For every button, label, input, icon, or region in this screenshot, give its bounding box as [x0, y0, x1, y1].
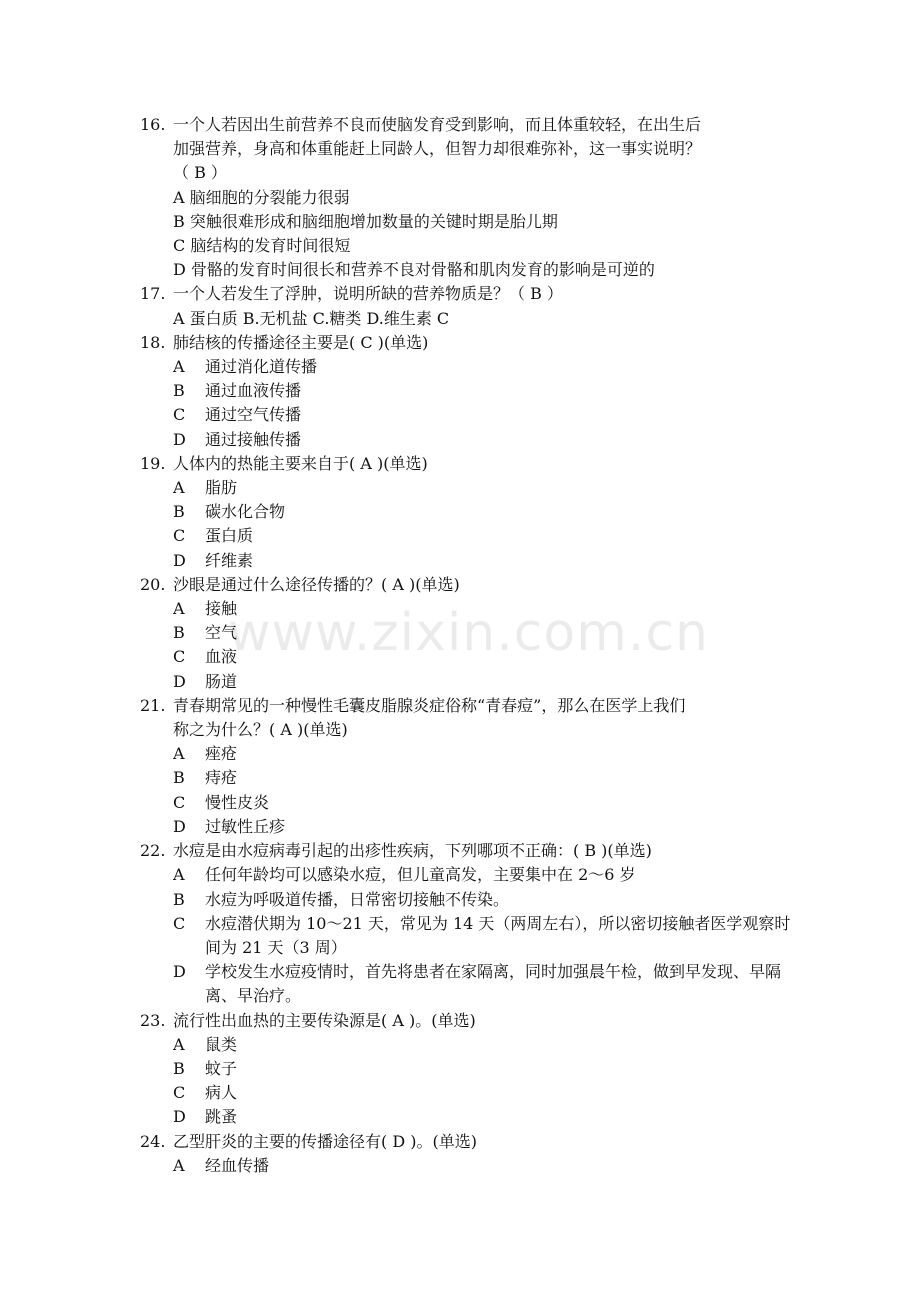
question-line	[140, 718, 800, 742]
answer-option	[173, 791, 800, 815]
option-text: 过敏性丘疹	[205, 816, 286, 836]
question-23	[140, 1009, 800, 1130]
option-text: 通过消化道传播	[205, 357, 318, 377]
option-text: 蛋白质	[205, 526, 254, 546]
option-text: 水痘为呼吸道传播，日常密切接触不传染。	[205, 889, 510, 909]
answer-option	[173, 524, 800, 548]
option-key: D	[173, 671, 186, 691]
option-text: 跳蚤	[205, 1107, 238, 1127]
question-20	[140, 573, 800, 694]
option-key: C	[173, 647, 186, 667]
answer-option	[173, 549, 800, 573]
answer-option	[173, 912, 800, 960]
answer-option	[173, 1081, 800, 1105]
answer-option	[173, 1154, 800, 1178]
option-text: 任何年龄均可以感染水痘，但儿童高发，主要集中在 2～6 岁	[205, 865, 636, 885]
document-body	[140, 113, 800, 1178]
option-text: B 突触很难形成和脑细胞增加数量的关键时期是胎儿期	[173, 211, 558, 231]
option-text: 空气	[205, 623, 238, 643]
answer-option	[173, 863, 800, 887]
option-text: 慢性皮炎	[205, 792, 270, 812]
option-text: 纤维素	[205, 550, 254, 570]
answer-option	[173, 210, 800, 234]
answer-option	[173, 1057, 800, 1081]
question-number: 17.	[140, 284, 166, 304]
option-key: D	[173, 816, 186, 836]
option-text: 接触	[205, 599, 238, 619]
option-key: A	[173, 1034, 185, 1054]
question-line	[140, 694, 800, 718]
question-19	[140, 452, 800, 573]
answer-option	[173, 960, 800, 1008]
option-text: 水痘潜伏期为 10～21 天，常见为 14 天（两周左右），所以密切接触者医学观察时间为 21 天（3 周）	[205, 913, 791, 957]
question-text: 水痘是由水痘病毒引起的出疹性疾病，下列哪项不正确：( B )(单选)	[173, 841, 652, 861]
question-text: 乙型肝炎的主要的传播途径有( D )。(单选)	[173, 1131, 477, 1151]
answer-option	[173, 1033, 800, 1057]
question-line	[140, 573, 800, 597]
question-line	[140, 137, 800, 161]
option-text: 病人	[205, 1083, 238, 1103]
question-18	[140, 331, 800, 452]
option-key: D	[173, 429, 186, 449]
question-text: 沙眼是通过什么途径传播的？( A )(单选)	[173, 574, 460, 594]
option-key: A	[173, 744, 185, 764]
question-text: 一个人若发生了浮肿，说明所缺的营养物质是？（ B ）	[173, 284, 563, 304]
option-key: D	[173, 962, 186, 982]
answer-option	[173, 621, 800, 645]
answer-option	[173, 815, 800, 839]
question-number: 18.	[140, 332, 166, 352]
option-key: A	[173, 599, 185, 619]
answer-option	[173, 428, 800, 452]
option-text: D 骨骼的发育时间很长和营养不良对骨骼和肌肉发育的影响是可逆的	[173, 260, 655, 280]
option-key: C	[173, 1083, 186, 1103]
question-line	[140, 839, 800, 863]
answer-option	[173, 597, 800, 621]
answer-option	[173, 355, 800, 379]
answer-option	[173, 670, 800, 694]
question-number: 21.	[140, 695, 166, 715]
question-24	[140, 1130, 800, 1178]
answer-option	[173, 742, 800, 766]
answer-option	[173, 403, 800, 427]
option-key: A	[173, 357, 185, 377]
option-key: A	[173, 1155, 185, 1175]
question-number: 24.	[140, 1131, 166, 1151]
option-text: 通过接触传播	[205, 429, 302, 449]
option-text: 碳水化合物	[205, 502, 286, 522]
option-key: B	[173, 502, 185, 522]
option-text: C 脑结构的发育时间很短	[173, 236, 351, 256]
question-number: 19.	[140, 453, 166, 473]
question-17	[140, 282, 800, 330]
question-22	[140, 839, 800, 1008]
question-line	[140, 282, 800, 306]
answer-option	[173, 1105, 800, 1129]
answer-option	[173, 186, 800, 210]
option-text: 鼠类	[205, 1034, 238, 1054]
watermark: www.zixin.com.cn	[228, 603, 709, 663]
option-key: C	[173, 526, 186, 546]
option-key: B	[173, 381, 185, 401]
option-key: D	[173, 550, 186, 570]
question-number: 23.	[140, 1010, 166, 1030]
option-key: B	[173, 623, 185, 643]
question-line	[140, 1130, 800, 1154]
question-text: 一个人若因出生前营养不良而使脑发育受到影响，而且体重较轻，在出生后	[173, 115, 702, 134]
answer-option	[173, 500, 800, 524]
question-number: 22.	[140, 841, 166, 861]
option-key: A	[173, 478, 185, 498]
option-key: A	[173, 865, 185, 885]
option-text: 通过空气传播	[205, 405, 302, 425]
answer-option	[173, 888, 800, 912]
question-text: 加强营养，身高和体重能赶上同龄人，但智力却很难弥补，这一事实说明？	[173, 139, 702, 159]
option-key: B	[173, 768, 185, 788]
option-text: A 蛋白质 B.无机盐 C.糖类 D.维生素 C	[173, 308, 450, 328]
answer-option	[173, 766, 800, 790]
question-number: 20.	[140, 574, 166, 594]
option-key: C	[173, 405, 186, 425]
answer-option	[173, 307, 800, 331]
option-key: C	[173, 913, 186, 933]
answer-option	[173, 258, 800, 282]
option-text: 痤疮	[205, 744, 238, 764]
option-text: 血液	[205, 647, 238, 667]
question-16	[140, 113, 800, 282]
answer-option	[173, 379, 800, 403]
question-text: （ B ）	[173, 163, 227, 183]
option-key: B	[173, 1058, 185, 1078]
option-text: A 脑细胞的分裂能力很弱	[173, 187, 350, 207]
option-text: 肠道	[205, 671, 238, 691]
question-21	[140, 694, 800, 839]
option-text: 经血传播	[205, 1155, 270, 1175]
question-text: 肺结核的传播途径主要是( C )(单选)	[173, 332, 429, 352]
answer-option	[173, 645, 800, 669]
option-text: 脂肪	[205, 478, 238, 498]
question-text: 称之为什么？( A )(单选)	[173, 720, 348, 740]
option-key: D	[173, 1107, 186, 1127]
option-text: 蚊子	[205, 1058, 238, 1078]
option-key: C	[173, 792, 186, 812]
question-line	[140, 331, 800, 355]
question-line	[140, 161, 800, 185]
option-text: 通过血液传播	[205, 381, 302, 401]
question-text: 人体内的热能主要来自于( A )(单选)	[173, 453, 428, 473]
option-text: 痔疮	[205, 768, 238, 788]
question-text: 流行性出血热的主要传染源是( A )。(单选)	[173, 1010, 476, 1030]
question-line	[140, 1009, 800, 1033]
option-text: 学校发生水痘疫情时，首先将患者在家隔离，同时加强晨午检，做到早发现、早隔离、早治疗。	[205, 962, 782, 1006]
answer-option	[173, 476, 800, 500]
answer-option	[173, 234, 800, 258]
question-number: 16.	[140, 115, 166, 134]
question-line	[140, 113, 800, 137]
question-text: 青春期常见的一种慢性毛囊皮脂腺炎症俗称“青春痘”，那么在医学上我们	[173, 695, 686, 715]
option-key: B	[173, 889, 185, 909]
question-line	[140, 452, 800, 476]
